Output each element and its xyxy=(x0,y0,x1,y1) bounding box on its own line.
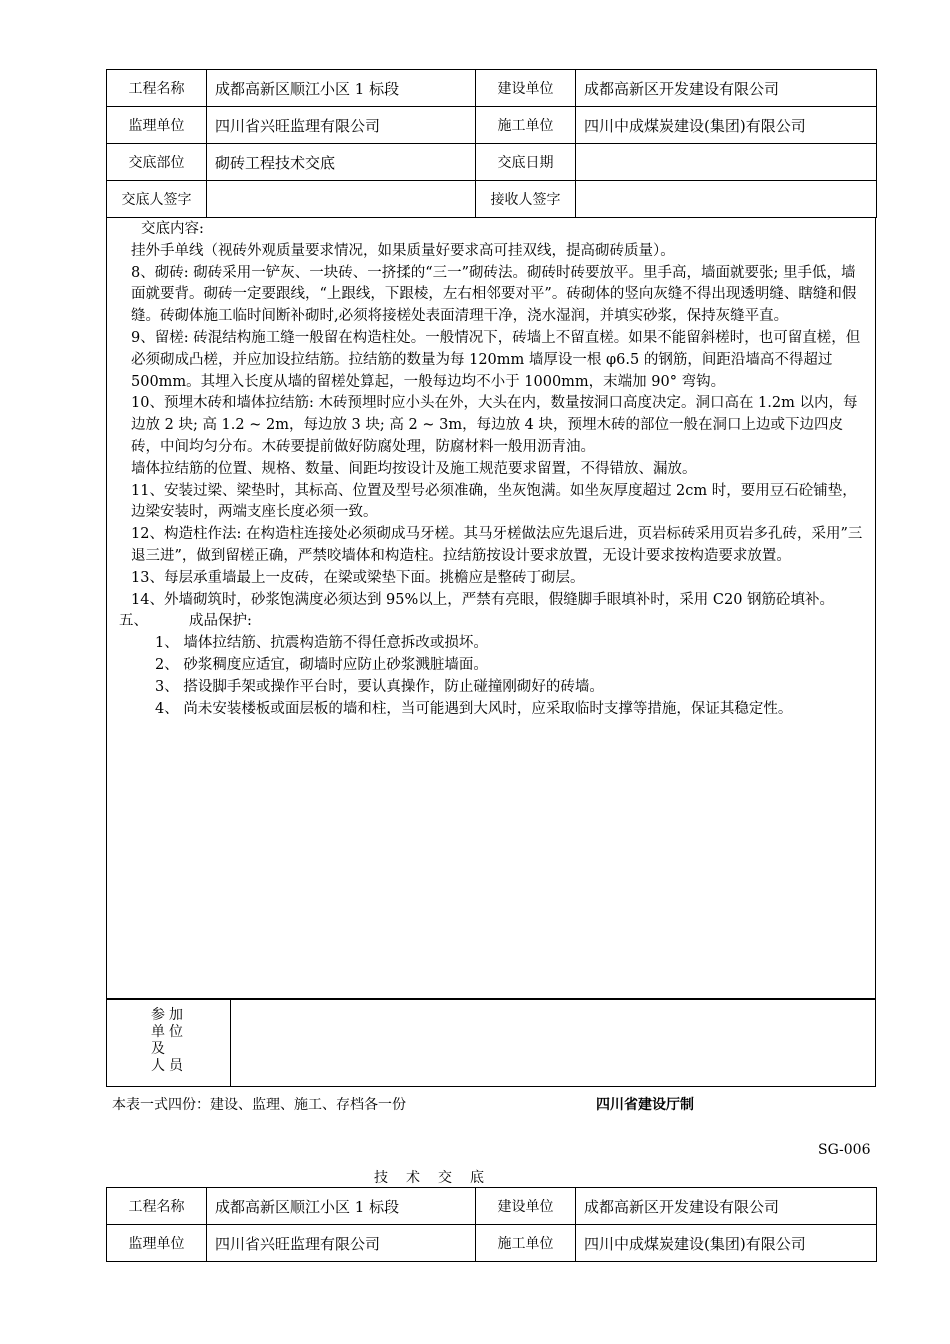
list-item: 1、 墙体拉结筋、抗震构造筋不得任意拆改或损坏。 xyxy=(155,635,488,652)
date-value xyxy=(576,144,877,181)
participants-label-line: 参加 xyxy=(151,1007,187,1023)
list-item: 2、 砂浆稠度应适宜，砌墙时应防止砂浆溅脏墙面。 xyxy=(155,656,488,673)
header-table xyxy=(106,69,877,218)
participants-label-line: 单位 xyxy=(151,1024,187,1040)
form-code: SG-006 xyxy=(818,1142,871,1158)
giver-value xyxy=(207,181,476,218)
section-title: 成品保护: xyxy=(189,613,252,630)
participants-label-line: 人员 xyxy=(151,1058,187,1074)
part-value: 砌砖工程技术交底 xyxy=(207,144,476,181)
paragraph: 14、外墙砌筑时，砂浆饱满度必须达到 95%以上，严禁有亮眼，假缝脚手眼填补时，采用 C20 钢筋砼填补。 xyxy=(131,591,835,608)
supervisor-label: 监理单位 xyxy=(107,107,207,144)
supervisor-value: 四川省兴旺监理有限公司 xyxy=(207,107,476,144)
header-row xyxy=(107,144,877,181)
supervisor-value: 四川省兴旺监理有限公司 xyxy=(207,1225,476,1262)
receiver-value xyxy=(576,181,877,218)
paragraph: 墙体拉结筋的位置、规格、数量、间距均按设计及施工规范要求留置，不得错放、漏放。 xyxy=(131,460,697,477)
giver-label: 交底人签字 xyxy=(107,181,207,218)
issuer: 四川省建设厅制 xyxy=(596,1097,694,1113)
section-number: 五、 xyxy=(119,613,148,630)
owner-label: 建设单位 xyxy=(476,70,576,107)
list-item: 3、 搭设脚手架或操作平台时，要认真操作，防止碰撞刚砌好的砖墙。 xyxy=(155,678,604,695)
contractor-label: 施工单位 xyxy=(476,1225,576,1262)
paragraph: 11、安装过梁、梁垫时，其标高、位置及型号必须准确，坐灰饱满。如坐灰厚度超过 2cm 时，要用豆石砼铺垫，边梁安装时，两端支座长度必须一致。 xyxy=(131,482,857,521)
date-label: 交底日期 xyxy=(476,144,576,181)
contractor-value: 四川中成煤炭建设(集团)有限公司 xyxy=(576,107,877,144)
content-text xyxy=(107,217,875,720)
supervisor-label: 监理单位 xyxy=(107,1225,207,1262)
header-row xyxy=(107,70,877,107)
paragraph: 挂外手单线（视砖外观质量要求情况，如果质量好要求高可挂双线，提高砌砖质量）。 xyxy=(131,242,675,259)
contractor-label: 施工单位 xyxy=(476,107,576,144)
paragraph: 10、预埋木砖和墙体拉结筋: 木砖预埋时应小头在外，大头在内，数量按洞口高度决定。洞口高在 1.2m 以内，每边放 2 块; 高 1.2 ~ 2m，每边放 3 块; 高 2 ~ 3m，每边放 4 块，预埋木砖的部位一般在洞口上边或下边四皮砖，中间均匀分布。木砖要提前做好防腐处理，防腐材料一般用沥青油。 xyxy=(131,395,858,455)
project-name-label: 工程名称 xyxy=(107,70,207,107)
section-heading xyxy=(119,611,869,633)
project-name-label: 工程名称 xyxy=(107,1188,207,1225)
paragraph: 8、砌砖: 砌砖采用一铲灰、一块砖、一挤揉的“三一”砌砖法。砌砖时砖要放平。里手高，墙面就要张; 里手低，墙面就要背。砌砖一定要跟线，“上跟线，下跟棱，左右相邻要对平”。砖砌体的竖向灰缝不得出现透明缝、瞎缝和假缝。砖砌体施工临时间断补砌时,必须将接槎处表面清理干净，浇水湿润，并填实砂浆，保持灰缝平直。 xyxy=(131,264,857,325)
project-name-value: 成都高新区顺江小区 1 标段 xyxy=(207,1188,476,1225)
participants-row xyxy=(106,999,876,1087)
list-item: 4、 尚未安装楼板或面层板的墙和柱，当可能遇到大风时，应采取临时支撑等措施，保证其稳定性。 xyxy=(155,700,793,717)
participants-label-line: 及 xyxy=(151,1041,169,1057)
receiver-label: 接收人签字 xyxy=(476,181,576,218)
project-name-value: 成都高新区顺江小区 1 标段 xyxy=(207,70,476,107)
header-row xyxy=(107,181,877,218)
header-row xyxy=(107,107,877,144)
content-box xyxy=(106,217,876,999)
header-row xyxy=(107,1188,877,1225)
owner-value: 成都高新区开发建设有限公司 xyxy=(576,70,877,107)
participants-label xyxy=(107,1000,231,1086)
paragraph: 9、留槎: 砖混结构施工缝一般留在构造柱处。一般情况下，砖墙上不留直槎。如果不能留斜槎时，也可留直槎，但必须砌成凸槎，并应加设拉结筋。拉结筋的数量为每 120mm 墙厚设一根 φ6.5 的钢筋，间距沿墙高不得超过 500mm。其埋入长度从墙的留槎处算起，一般每边均不小于 1000mm，末端加 90° 弯钩。 xyxy=(131,329,861,390)
owner-label: 建设单位 xyxy=(476,1188,576,1225)
owner-value: 成都高新区开发建设有限公司 xyxy=(576,1188,877,1225)
page-title: 技术交底 xyxy=(374,1170,502,1186)
copies-note: 本表一式四份：建设、监理、施工、存档各一份 xyxy=(112,1097,406,1113)
contractor-value: 四川中成煤炭建设(集团)有限公司 xyxy=(576,1225,877,1262)
header-table-page2 xyxy=(106,1187,877,1262)
part-label: 交底部位 xyxy=(107,144,207,181)
paragraph: 12、构造柱作法: 在构造柱连接处必须砌成马牙槎。其马牙槎做法应先退后进，页岩标砖采用页岩多孔砖，采用”三退三进”，做到留槎正确，严禁咬墙体和构造柱。拉结筋按设计要求放置，无设计要求按构造要求放置。 xyxy=(131,526,863,564)
header-row xyxy=(107,1225,877,1262)
paragraph: 13、每层承重墙最上一皮砖，在梁或梁垫下面。挑檐应是整砖丁砌层。 xyxy=(131,569,585,586)
content-label: 交底内容: xyxy=(141,221,204,237)
